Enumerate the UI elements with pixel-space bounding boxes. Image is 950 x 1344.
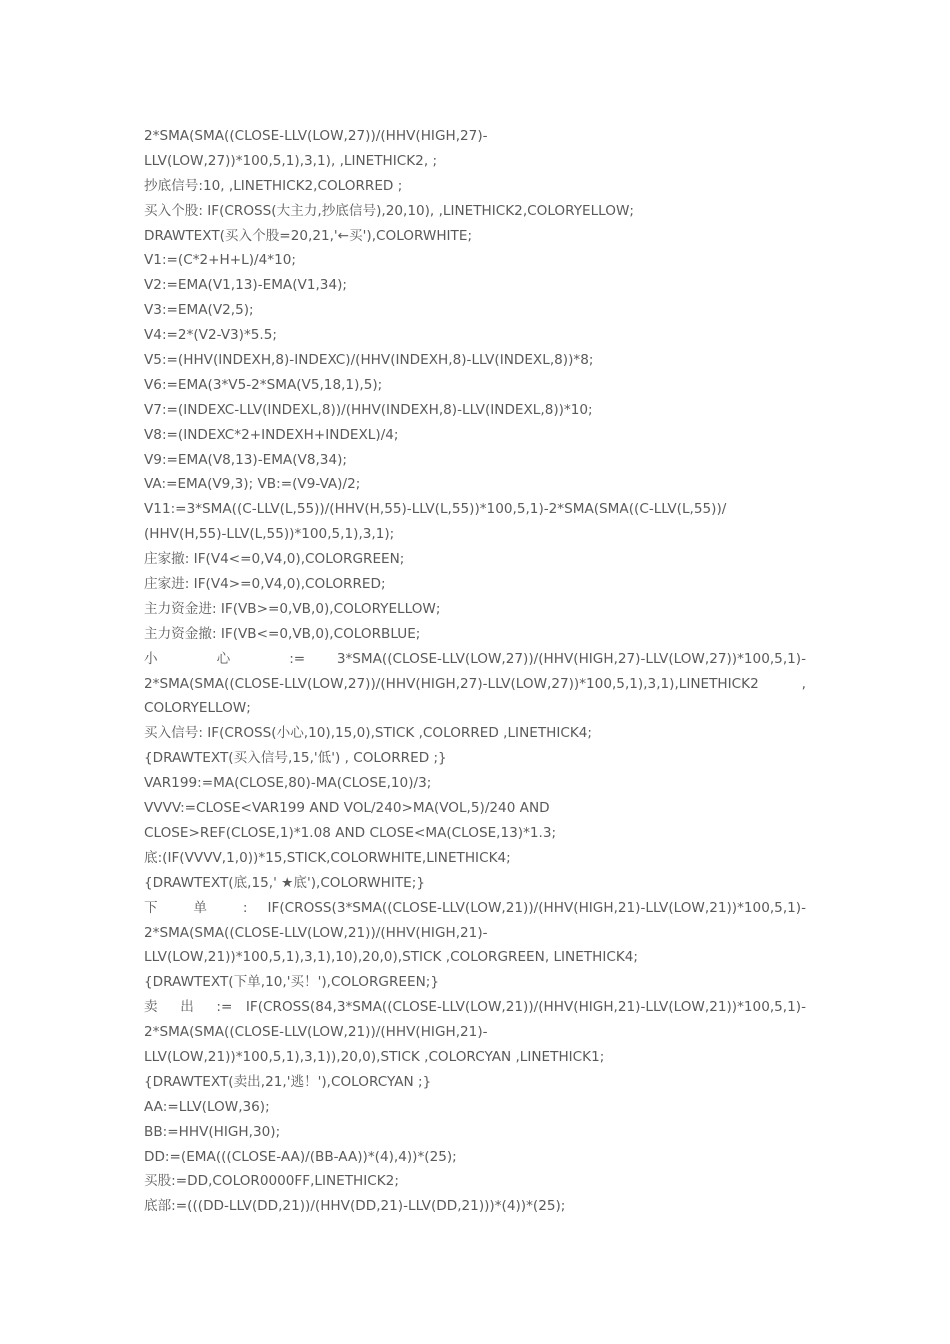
- text-line: 底:(IF(VVVV,1,0))*15,STICK,COLORWHITE,LINETHICK4;: [144, 849, 511, 866]
- text-line: V7:=(INDEXC-LLV(INDEXL,8))/(HHV(INDEXH,8)-LLV(INDEXL,8))*10;: [144, 401, 593, 418]
- text-line: VVVV:=CLOSE<VAR199 AND VOL/240>MA(VOL,5)/240 AND: [144, 800, 550, 817]
- text-line: 庄家撤: IF(V4<=0,V4,0),COLORGREEN;: [144, 551, 405, 568]
- text-line: {DRAWTEXT(卖出,21,'逃！'),COLORCYAN ;}: [144, 1073, 432, 1090]
- text-line: 庄家进: IF(V4>=0,V4,0),COLORRED;: [144, 576, 386, 593]
- text-line: LLV(LOW,21))*100,5,1),3,1),10),20,0),STICK ,COLORGREEN, LINETHICK4;: [144, 949, 638, 966]
- text-line: 主力资金撤: IF(VB<=0,VB,0),COLORBLUE;: [144, 625, 421, 642]
- text-line: DD:=(EMA(((CLOSE-AA)/(BB-AA))*(4),4))*(25);: [144, 1148, 457, 1165]
- text-line: V9:=EMA(V8,13)-EMA(V8,34);: [144, 451, 347, 468]
- text-line: V6:=EMA(3*V5-2*SMA(V5,18,1),5);: [144, 376, 383, 393]
- text-line: 2*SMA(SMA((CLOSE-LLV(LOW,27))/(HHV(HIGH,27)-: [144, 128, 488, 144]
- text-line: V11:=3*SMA((C-LLV(L,55))/(HHV(H,55)-LLV(L,55))*100,5,1)-2*SMA(SMA((C-LLV(L,55))/: [144, 501, 727, 518]
- text-line: BB:=HHV(HIGH,30);: [144, 1123, 281, 1140]
- text-line: 小 心 := 3*SMA((CLOSE-LLV(LOW,27))/(HHV(HIGH,27)-LLV(LOW,27))*100,5,1)-: [144, 650, 806, 667]
- text-line: VAR199:=MA(CLOSE,80)-MA(CLOSE,10)/3;: [144, 775, 432, 792]
- text-line: 下 单 : IF(CROSS(3*SMA((CLOSE-LLV(LOW,21))/(HHV(HIGH,21)-LLV(LOW,21))*100,5,1)-: [144, 899, 806, 916]
- text-line: V3:=EMA(V2,5);: [144, 302, 254, 319]
- text-line: V1:=(C*2+H+L)/4*10;: [144, 252, 296, 269]
- text-line: COLORYELLOW;: [144, 700, 251, 717]
- text-line: V4:=2*(V2-V3)*5.5;: [144, 327, 277, 344]
- text-line: 2*SMA(SMA((CLOSE-LLV(LOW,27))/(HHV(HIGH,27)-LLV(LOW,27))*100,5,1),3,1),LINETHICK2 ,: [144, 675, 806, 692]
- text-line: {DRAWTEXT(下单,10,'买！'),COLORGREEN;}: [144, 974, 439, 991]
- text-line: {DRAWTEXT(买入信号,15,'低') , COLORRED ;}: [144, 750, 447, 767]
- text-line: DRAWTEXT(买入个股=20,21,'←买'),COLORWHITE;: [144, 227, 473, 244]
- text-line: LLV(LOW,27))*100,5,1),3,1), ,LINETHICK2, ;: [144, 152, 438, 169]
- text-line: 抄底信号:10, ,LINETHICK2,COLORRED ;: [144, 177, 403, 194]
- text-line: 卖 出 := IF(CROSS(84,3*SMA((CLOSE-LLV(LOW,21))/(HHV(HIGH,21)-LLV(LOW,21))*100,5,1)-: [144, 999, 806, 1016]
- text-line: CLOSE>REF(CLOSE,1)*1.08 AND CLOSE<MA(CLOSE,13)*1.3;: [144, 824, 557, 841]
- text-line: (HHV(H,55)-LLV(L,55))*100,5,1),3,1);: [144, 526, 395, 543]
- text-line: V8:=(INDEXC*2+INDEXH+INDEXL)/4;: [144, 426, 399, 443]
- text-line: 买入信号: IF(CROSS(小心,10),15,0),STICK ,COLORRED ,LINETHICK4;: [144, 725, 592, 742]
- text-line: {DRAWTEXT(底,15,' ★底'),COLORWHITE;}: [144, 874, 425, 891]
- text-line: 买入个股: IF(CROSS(大主力,抄底信号),20,10), ,LINETHICK2,COLORYELLOW;: [144, 202, 634, 219]
- formula-text-block: [144, 124, 806, 1219]
- text-line: AA:=LLV(LOW,36);: [144, 1098, 270, 1115]
- text-line: V2:=EMA(V1,13)-EMA(V1,34);: [144, 277, 347, 294]
- text-line: 2*SMA(SMA((CLOSE-LLV(LOW,21))/(HHV(HIGH,21)-: [144, 1024, 488, 1041]
- text-line: 底部:=(((DD-LLV(DD,21))/(HHV(DD,21)-LLV(DD,21)))*(4))*(25);: [144, 1198, 566, 1215]
- text-line: 买股:=DD,COLOR0000FF,LINETHICK2;: [144, 1173, 399, 1190]
- text-line: V5:=(HHV(INDEXH,8)-INDEXC)/(HHV(INDEXH,8)-LLV(INDEXL,8))*8;: [144, 352, 594, 369]
- text-line: VA:=EMA(V9,3); VB:=(V9-VA)/2;: [144, 476, 361, 493]
- text-line: 2*SMA(SMA((CLOSE-LLV(LOW,21))/(HHV(HIGH,21)-: [144, 924, 488, 941]
- text-line: LLV(LOW,21))*100,5,1),3,1)),20,0),STICK ,COLORCYAN ,LINETHICK1;: [144, 1048, 605, 1065]
- text-line: 主力资金进: IF(VB>=0,VB,0),COLORYELLOW;: [144, 600, 441, 617]
